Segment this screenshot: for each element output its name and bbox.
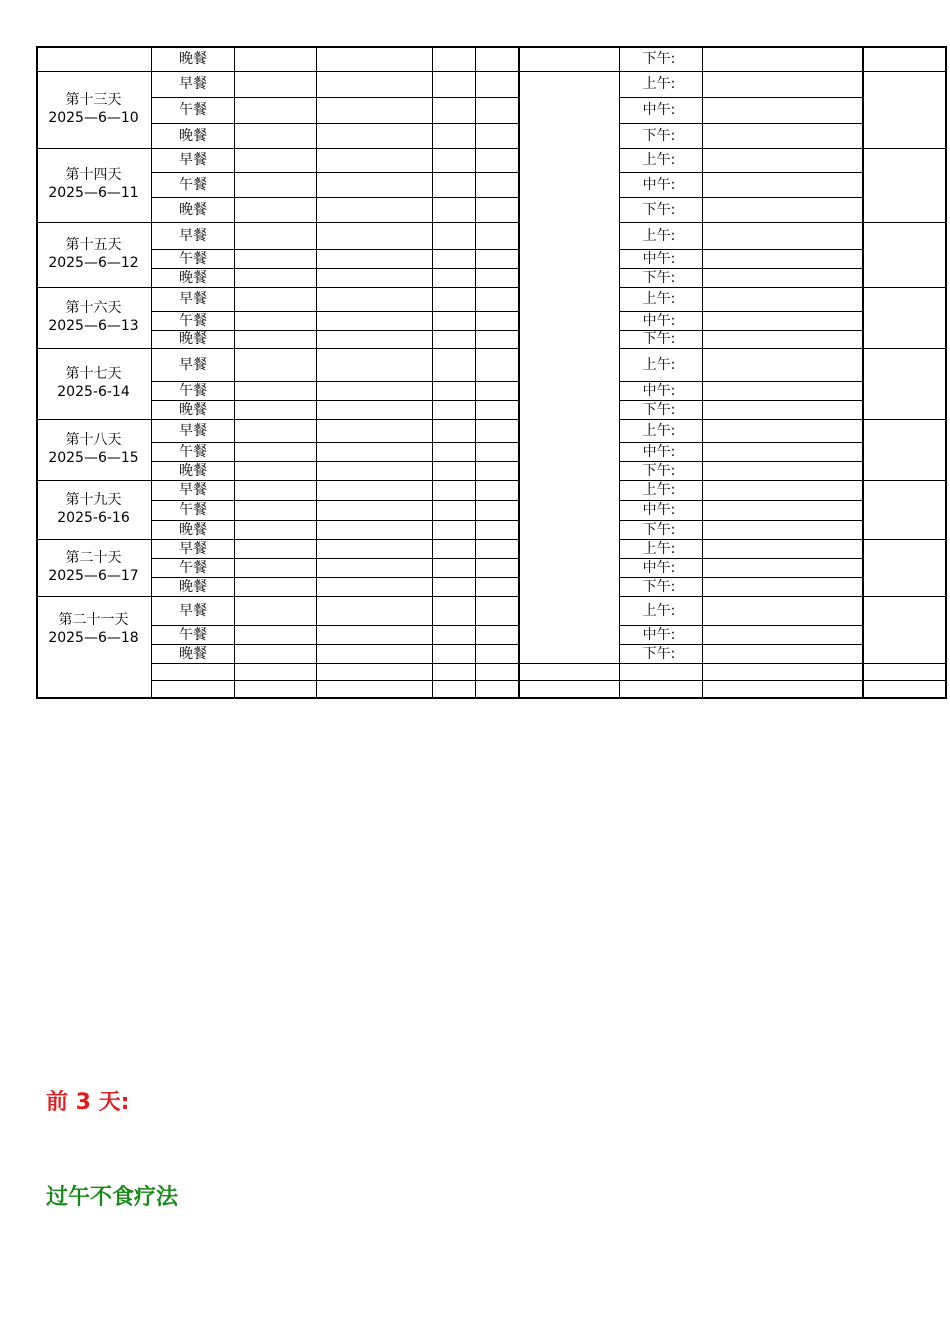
day-date: 2025—6—11 (48, 185, 139, 201)
row-line (36, 480, 518, 481)
time-label: 下午: (642, 645, 676, 662)
row-line (619, 348, 945, 349)
day-title: 第二十天 (65, 549, 122, 566)
row-line (151, 97, 518, 98)
meal-label: 午餐 (179, 559, 207, 576)
meal-label: 早餐 (179, 602, 207, 619)
day-title: 第十五天 (65, 236, 122, 253)
col-line-thick (862, 46, 864, 698)
row-line (36, 539, 518, 540)
time-label: 下午: (642, 578, 676, 595)
row-line (151, 123, 518, 124)
row-line (151, 172, 518, 173)
time-label: 上午: (642, 356, 676, 373)
time-label: 上午: (642, 227, 676, 244)
meal-label: 晚餐 (179, 578, 207, 595)
row-line (36, 419, 518, 420)
time-label: 下午: (642, 331, 676, 347)
col-line (432, 46, 433, 698)
meal-label: 晚餐 (179, 521, 207, 538)
time-label: 中午: (642, 312, 676, 329)
row-line (619, 197, 862, 198)
row-line (151, 680, 945, 681)
meal-label: 早餐 (179, 291, 207, 307)
time-label: 上午: (642, 482, 676, 498)
day-date: 2025—6—10 (48, 109, 139, 126)
meal-label: 晚餐 (179, 51, 207, 67)
time-label: 中午: (642, 102, 676, 118)
day-date: 2025—6—12 (48, 254, 139, 271)
time-label: 上午: (642, 76, 676, 92)
time-label: 下午: (642, 269, 676, 286)
first-three-days-note: 前 3 天: (46, 1090, 130, 1115)
day-date: 2025—6—18 (48, 629, 139, 646)
meal-label: 午餐 (179, 312, 207, 329)
col-line-thick (518, 46, 520, 698)
meal-label: 午餐 (179, 626, 207, 643)
col-line (475, 46, 476, 698)
meal-label: 午餐 (179, 443, 207, 460)
day-title: 第十七天 (65, 365, 122, 382)
time-label: 中午: (642, 382, 676, 399)
row-line (619, 419, 945, 420)
time-label: 中午: (642, 559, 676, 576)
day-title: 第十八天 (65, 431, 122, 448)
row-line (36, 71, 945, 72)
row-line (151, 197, 518, 198)
meal-label: 晚餐 (179, 462, 207, 479)
meal-label: 午餐 (179, 176, 207, 193)
row-line (619, 172, 862, 173)
time-label: 上午: (642, 152, 676, 168)
time-label: 上午: (642, 602, 676, 619)
time-label: 上午: (642, 540, 676, 557)
time-label: 下午: (642, 51, 676, 67)
row-line (151, 500, 518, 501)
meal-label: 晚餐 (179, 331, 207, 347)
time-label: 下午: (642, 401, 676, 418)
col-line (702, 46, 703, 698)
row-line (619, 287, 945, 288)
day-date: 2025—6—13 (48, 317, 139, 334)
row-line (36, 348, 518, 349)
time-label: 上午: (642, 422, 676, 439)
row-line (619, 123, 862, 124)
day-date: 2025—6—17 (48, 567, 139, 584)
row-line (619, 222, 945, 223)
day-title: 第十四天 (65, 167, 122, 183)
table-right-border (945, 46, 947, 699)
col-line (316, 46, 317, 698)
day-date: 2025-6-14 (57, 383, 130, 400)
meal-label: 晚餐 (179, 401, 207, 418)
day-title: 第十三天 (65, 91, 122, 108)
meal-label: 晚餐 (179, 201, 207, 218)
time-label: 中午: (642, 626, 676, 643)
day-title: 第二十一天 (58, 611, 129, 628)
row-line (36, 287, 518, 288)
row-line (619, 97, 862, 98)
day-date: 2025—6—15 (48, 449, 139, 466)
meal-label: 晚餐 (179, 127, 207, 144)
meal-label: 早餐 (179, 76, 207, 92)
row-line (36, 222, 518, 223)
time-label: 下午: (642, 521, 676, 538)
meal-label: 早餐 (179, 152, 207, 168)
time-label: 上午: (642, 291, 676, 307)
method-title: 过午不食疗法 (46, 1185, 179, 1210)
row-line (619, 500, 862, 501)
meal-label: 晚餐 (179, 645, 207, 662)
table-bottom-border (151, 697, 946, 699)
meal-label: 午餐 (179, 102, 207, 118)
time-label: 下午: (642, 127, 676, 144)
table-top-border (36, 46, 946, 48)
time-label: 下午: (642, 462, 676, 479)
meal-label: 早餐 (179, 482, 207, 498)
row-line (36, 148, 518, 149)
meal-label: 午餐 (179, 382, 207, 399)
table-bottom-border-left (36, 697, 151, 699)
row-line (619, 596, 945, 597)
row-line (619, 148, 945, 149)
meal-label: 午餐 (179, 502, 207, 518)
time-label: 中午: (642, 176, 676, 193)
day-title: 第十六天 (65, 299, 122, 316)
meal-label: 早餐 (179, 540, 207, 557)
time-label: 下午: (642, 201, 676, 218)
row-line (151, 663, 945, 664)
day-date: 2025-6-16 (57, 509, 130, 526)
meal-label: 早餐 (179, 227, 207, 244)
time-label: 中午: (642, 250, 676, 267)
meal-label: 午餐 (179, 250, 207, 267)
meal-label: 早餐 (179, 422, 207, 439)
row-line (619, 480, 945, 481)
time-label: 中午: (642, 502, 676, 518)
row-line (36, 596, 518, 597)
meal-label: 早餐 (179, 356, 207, 373)
time-label: 中午: (642, 443, 676, 460)
day-title: 第十九天 (65, 491, 122, 508)
meal-label: 晚餐 (179, 269, 207, 286)
